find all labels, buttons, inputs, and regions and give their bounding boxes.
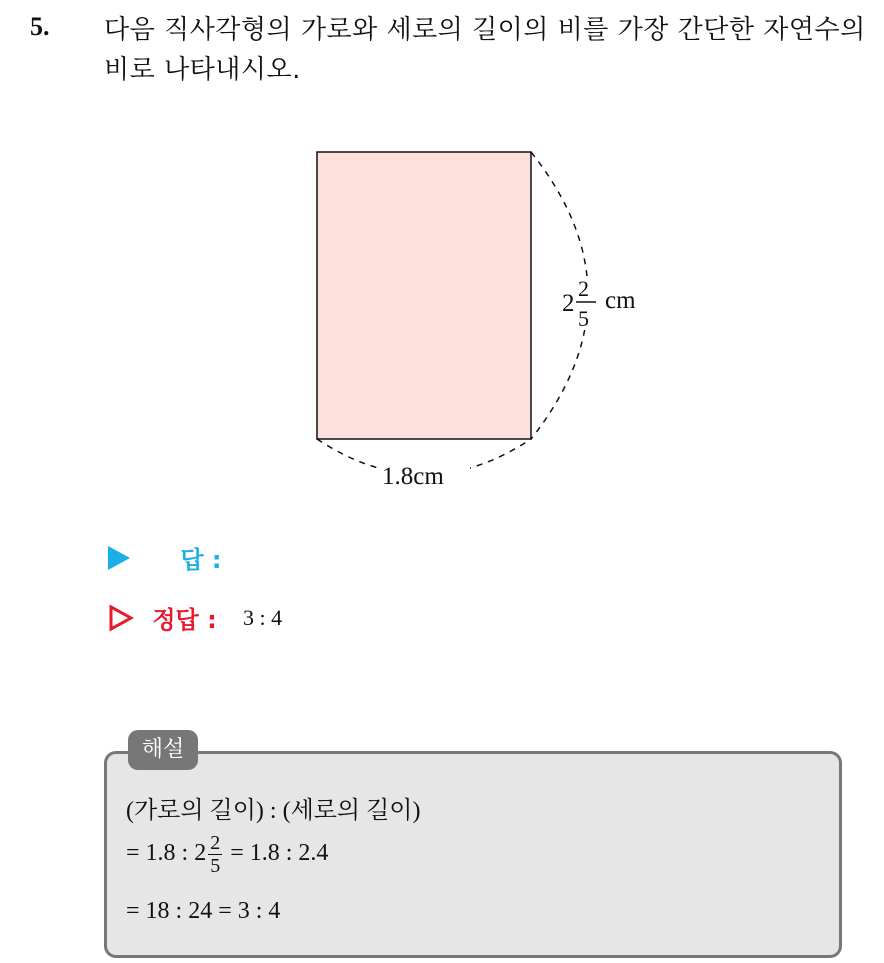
answer-row [108, 540, 222, 575]
solution-line-2 [126, 832, 328, 877]
question-text: 다음 직사각형의 가로와 세로의 길이의 비를 가장 간단한 자연수의 비로 나타내시오. [104, 15, 866, 85]
solution-line-3: = 18 : 24 = 3 : 4 [126, 898, 281, 924]
correct-answer-value: 3 : 4 [243, 604, 283, 630]
height-unit: cm [605, 287, 636, 314]
question-number: 5. [30, 12, 50, 41]
correct-answer-row [108, 600, 282, 635]
width-label: 1.8cm [382, 463, 444, 490]
height-denominator: 5 [578, 306, 589, 331]
fraction-numerator: 2 [210, 832, 221, 854]
play-triangle-icon [108, 546, 130, 570]
solution-fraction [208, 832, 222, 877]
solution-line-2-suffix: = 1.8 : 2.4 [230, 840, 329, 867]
height-whole: 2 [562, 290, 575, 317]
solution-line-1: (가로의 길이) : (세로의 길이) [126, 798, 421, 824]
height-numerator: 2 [578, 276, 589, 301]
outline-triangle-icon [108, 604, 134, 632]
answer-label: 답 : [180, 546, 222, 574]
rectangle-shape [317, 152, 531, 439]
fraction-denominator: 5 [210, 855, 221, 877]
solution-line-2-prefix: = 1.8 : 2 [126, 840, 207, 867]
solution-tag: 해설 [128, 730, 198, 770]
correct-answer-label: 정답 : [152, 606, 217, 634]
